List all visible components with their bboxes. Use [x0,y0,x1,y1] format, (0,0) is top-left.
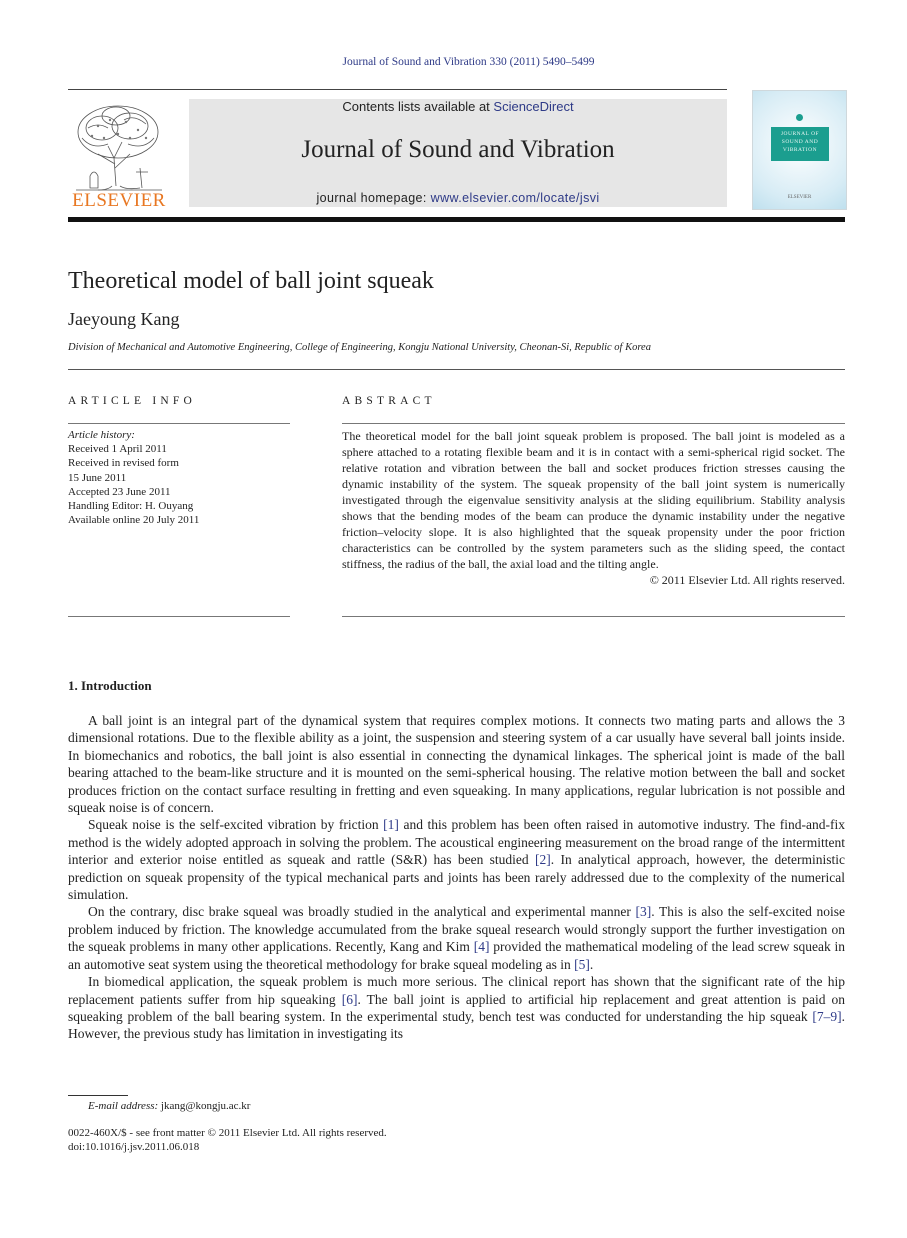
cover-publisher-mark: ELSEVIER [787,195,812,200]
paragraph-text: On the contrary, disc brake squeal was broadly studied in the analytical and experimental manner [88,904,636,920]
abstract-body [342,428,845,588]
paragraph [68,973,845,1043]
header-thick-rule [68,217,845,222]
reference-link[interactable]: [3] [635,904,652,920]
paragraph-text: and this problem has been often raised in automotive industry. The find-and-fix method is the widely adopted approach in solving the problem. The acoustical engineering measurement on the broad range of the intermittent interior and exterior noise entitled as squeak and rattle (S&R) has been studied [68,817,845,868]
article-info-bottom-rule [68,616,290,617]
reference-link[interactable]: [4] [473,939,490,955]
footnote-rule [68,1095,128,1096]
reference-link[interactable]: [6] [341,991,358,1007]
contents-available-line [189,99,727,114]
email-address[interactable]: jkang@kongju.ac.kr [158,1100,251,1112]
footnote-email [88,1100,250,1112]
homepage-prefix: journal homepage: [316,191,431,205]
journal-citation[interactable]: Journal of Sound and Vibration 330 (2011) 5490–5499 [342,56,595,68]
paragraph-text: provided the mathematical modeling of the lead screw squeak in an automotive seat system using the theoretical methodology for brake squeal modeling as in [68,939,845,972]
affiliation-rule [68,369,845,370]
email-label: E-mail address: [88,1100,159,1112]
paragraph-text: . [589,956,594,972]
reference-link[interactable]: [7–9] [812,1008,842,1024]
paragraph [68,903,845,973]
elsevier-wordmark[interactable]: ELSEVIER [72,190,166,211]
history-item: Available online 20 July 2011 [68,514,200,527]
history-item: Handling Editor: H. Ouyang [68,500,194,513]
abstract-copyright: © 2011 Elsevier Ltd. All rights reserved. [649,573,845,587]
article-history [68,428,290,527]
author-name[interactable]: Jaeyoung Kang [68,309,180,329]
article-title: Theoretical model of ball joint squeak [68,268,434,294]
abstract-top-rule [342,423,845,424]
cover-title-plate: JOURNAL OF SOUND AND VIBRATION [771,127,829,161]
introduction-heading: 1. Introduction [68,678,152,693]
article-info-heading: ARTICLE INFO [68,395,196,407]
journal-homepage-line [189,191,727,205]
history-label: Article history: [68,429,135,441]
cover-emblem-icon [796,114,803,121]
paragraph [68,816,845,903]
journal-title: Journal of Sound and Vibration [301,136,615,163]
article-info-top-rule [68,423,290,424]
history-item: Received 1 April 2011 [68,443,167,456]
paragraph-text: Squeak noise is the self-excited vibration by friction [88,817,384,833]
history-item: Accepted 23 June 2011 [68,485,171,498]
journal-homepage-link[interactable]: www.elsevier.com/locate/jsvi [430,191,600,205]
paragraph-text: . However, the previous study has limitation in investigating its [68,1008,845,1042]
journal-cover-thumbnail[interactable] [752,90,847,210]
reference-link[interactable]: [1] [383,817,399,833]
header-top-rule [68,89,727,90]
paragraph-text: . This is also the self-excited noise problem induced by friction. The knowledge accumulated from the brake squeal research would strongly support the further investigation on the squeak problems in many other applications. Recently, Kang and Kim [68,904,845,955]
author-affiliation: Division of Mechanical and Automotive Engineering, College of Engineering, Kongju National University, Cheonan-Si, Republic of Korea [68,342,651,353]
paragraph-text: . In analytical approach, however, the deterministic prediction on squeak propensity of the typical mechanical parts and joints has been rarely addressed due to the complexity of the numerical simulation. [68,852,845,903]
abstract-text: The theoretical model for the ball joint squeak problem is proposed. The ball joint is modeled as a sphere attached to a rotating flexible beam and it is in contact with a semi-spherical rigid socket. The relative rotation and vibration between the ball and socket produces friction stresses causing the dynamic instability of the system. The squeak propensity of the ball joint system is numerically investigated through the eigenvalue sensitivity analysis at the sliding equilibrium. Stability analysis shows that the bending modes of the beam can produce the dynamic instability under the negative friction–velocity slope. It is also highlighted that the squeak propensity under the poor friction characteristics can be controlled by the system parameters such as the sliding speed, the contact stiffness, the radius of the ball, the axial load and the tilting angle. [342,429,845,571]
sciencedirect-link[interactable]: ScienceDirect [493,99,574,114]
paragraph-text: In biomedical application, the squeak problem is much more serious. The clinical report has shown that the significant rate of the hip replacement patients suffer from hip squeaking [68,974,845,1007]
doi-line[interactable]: doi:10.1016/j.jsv.2011.06.018 [68,1141,200,1153]
reference-link[interactable]: [2] [535,852,551,868]
reference-link[interactable]: [5] [574,956,590,972]
abstract-heading: ABSTRACT [342,395,436,407]
abstract-bottom-rule [342,616,845,617]
paragraph-text: . The ball joint is applied to artificial hip replacement and great attention is paid on squeaking problem of the ball bearing system. In the experimental study, bench test was conducted for understanding the hip squeak [68,991,845,1024]
issn-line: 0022-460X/$ - see front matter © 2011 Elsevier Ltd. All rights reserved. [68,1127,387,1139]
history-item: 15 June 2011 [68,471,127,484]
history-item: Received in revised form [68,457,179,470]
introduction-body [68,712,845,1043]
contents-prefix: Contents lists available at [342,99,494,114]
paragraph: A ball joint is an integral part of the dynamical system that requires complex motions. It connects two mating parts and allows the 3 dimensional rotations. Due to the flexible ability as a joint, the suspension and steering system of a car usually have several ball joints inside. In biomechanics and robotics, the ball joint is also essential in connecting the dynamical linkages. The spherical joint is made of the ball bearing attached to the beam-like structure and it is mounted on the semi-spherical housing. The relative motion between the ball and socket produces friction on the contact surface resulting in fretting and even squeaking. In many applications, regular lubrication is not possible and squeak noise is of concern. [68,713,845,816]
